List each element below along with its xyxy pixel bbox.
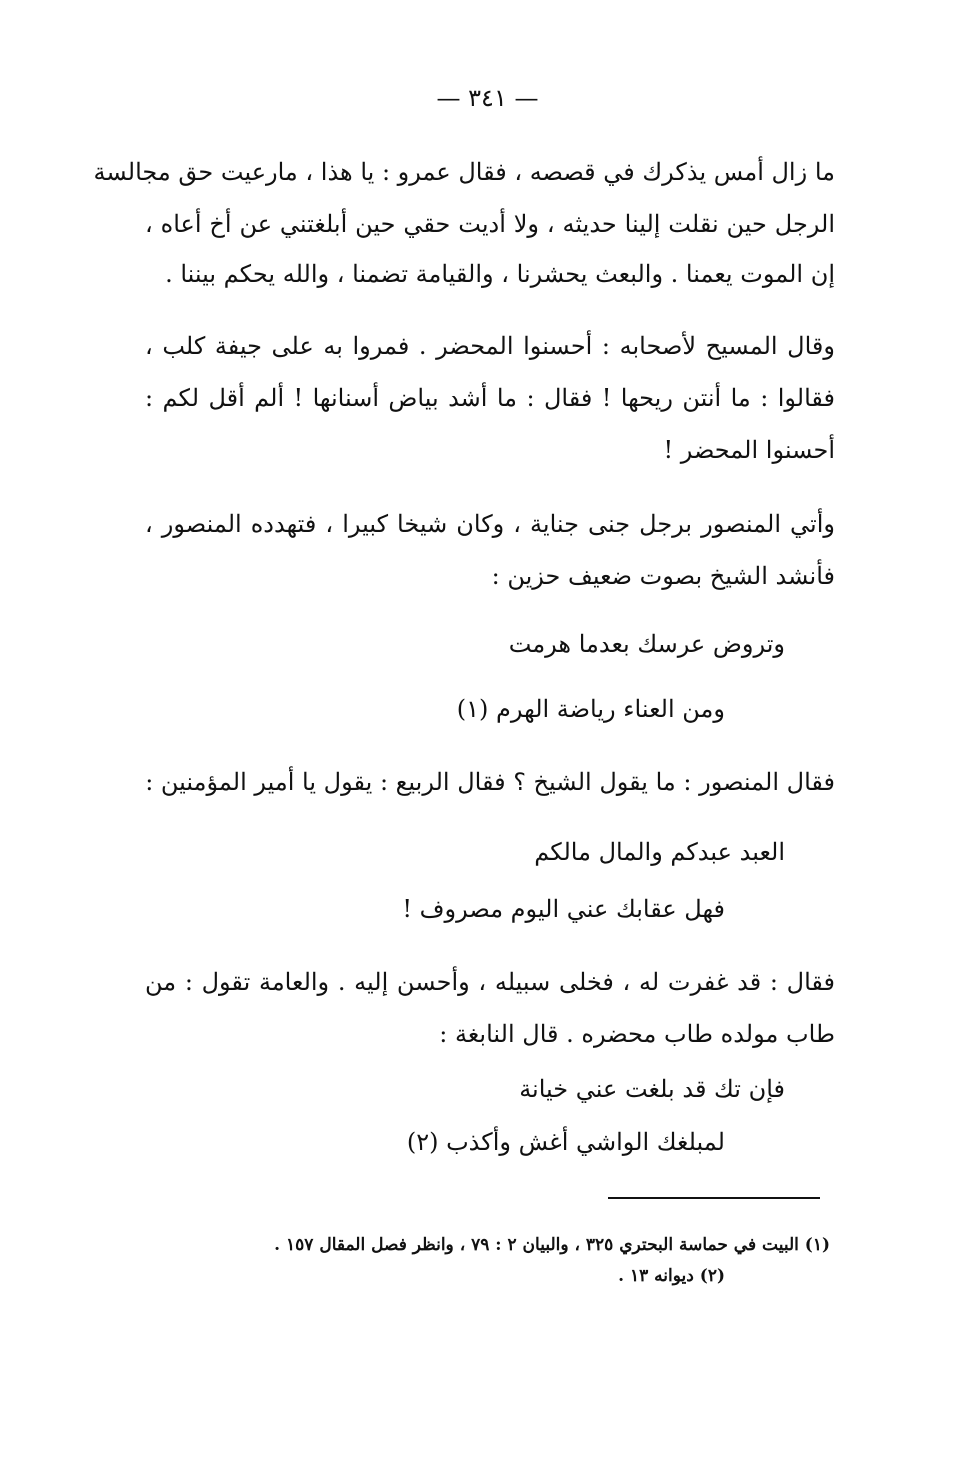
paragraph-1-line-3: إن الموت يعمنا . والبعث يحشرنا ، والقيامة تضمنا ، والله يحكم بيننا . (165, 260, 835, 288)
footnote-1: (١) البيت في حماسة البحتري ٣٢٥ ، والبيان ٢ : ٧٩ ، وانظر فصل المقال ١٥٧ . (274, 1235, 830, 1255)
paragraph-2-line-2: فقالوا : ما أنتن ريحها ! فقال : ما أشد بياض أسنانها ! ألم أقل لكم : (145, 384, 835, 412)
page-number: — ٣٤١ — (436, 84, 539, 112)
paragraph-1-line-1: ما زال أمس يذكرك في قصصه ، فقال عمرو : يا هذا ، مارعيت حق مجالسة (93, 158, 835, 186)
paragraph-2-line-1: وقال المسيح لأصحابه : أحسنوا المحضر . فمروا به على جيفة كلب ، (145, 332, 835, 360)
paragraph-5-line-2: طاب مولده طاب محضره . قال النابغة : (439, 1020, 835, 1048)
verse-3-line-2: لمبلغك الواشي أغش وأكذب (٢) (406, 1128, 725, 1156)
verse-3-line-1: فإن تك قد بلغت عني خيانة (519, 1075, 785, 1103)
paragraph-3-line-2: فأنشد الشيخ بصوت ضعيف حزين : (491, 562, 835, 590)
verse-1-line-2: ومن العناء رياضة الهرم (١) (456, 695, 725, 723)
paragraph-3-line-1: وأتي المنصور برجل جنى جناية ، وكان شيخا كبيرا ، فتهدده المنصور ، (145, 510, 835, 538)
paragraph-1-line-2: الرجل حين نقلت إلينا حديثه ، ولا أديت حقي حين أبلغتني عن أخ أعاه ، (145, 210, 835, 238)
footnote-rule (608, 1197, 820, 1199)
paragraph-2-line-3: أحسنوا المحضر ! (663, 436, 835, 464)
verse-2-line-1: العبد عبدكم والمال مالكم (534, 838, 785, 866)
paragraph-4: فقال المنصور : ما يقول الشيخ ؟ فقال الربيع : يقول يا أمير المؤمنين : (145, 768, 835, 796)
footnote-2: (٢) ديوانه ١٣ . (618, 1266, 725, 1286)
verse-2-line-2: فهل عقابك عني اليوم مصروف ! (402, 895, 725, 923)
paragraph-5-line-1: فقال : قد غفرت له ، فخلى سبيله ، وأحسن إليه . والعامة تقول : من (145, 968, 835, 996)
verse-1-line-1: وتروض عرسك بعدما هرمت (508, 630, 785, 658)
